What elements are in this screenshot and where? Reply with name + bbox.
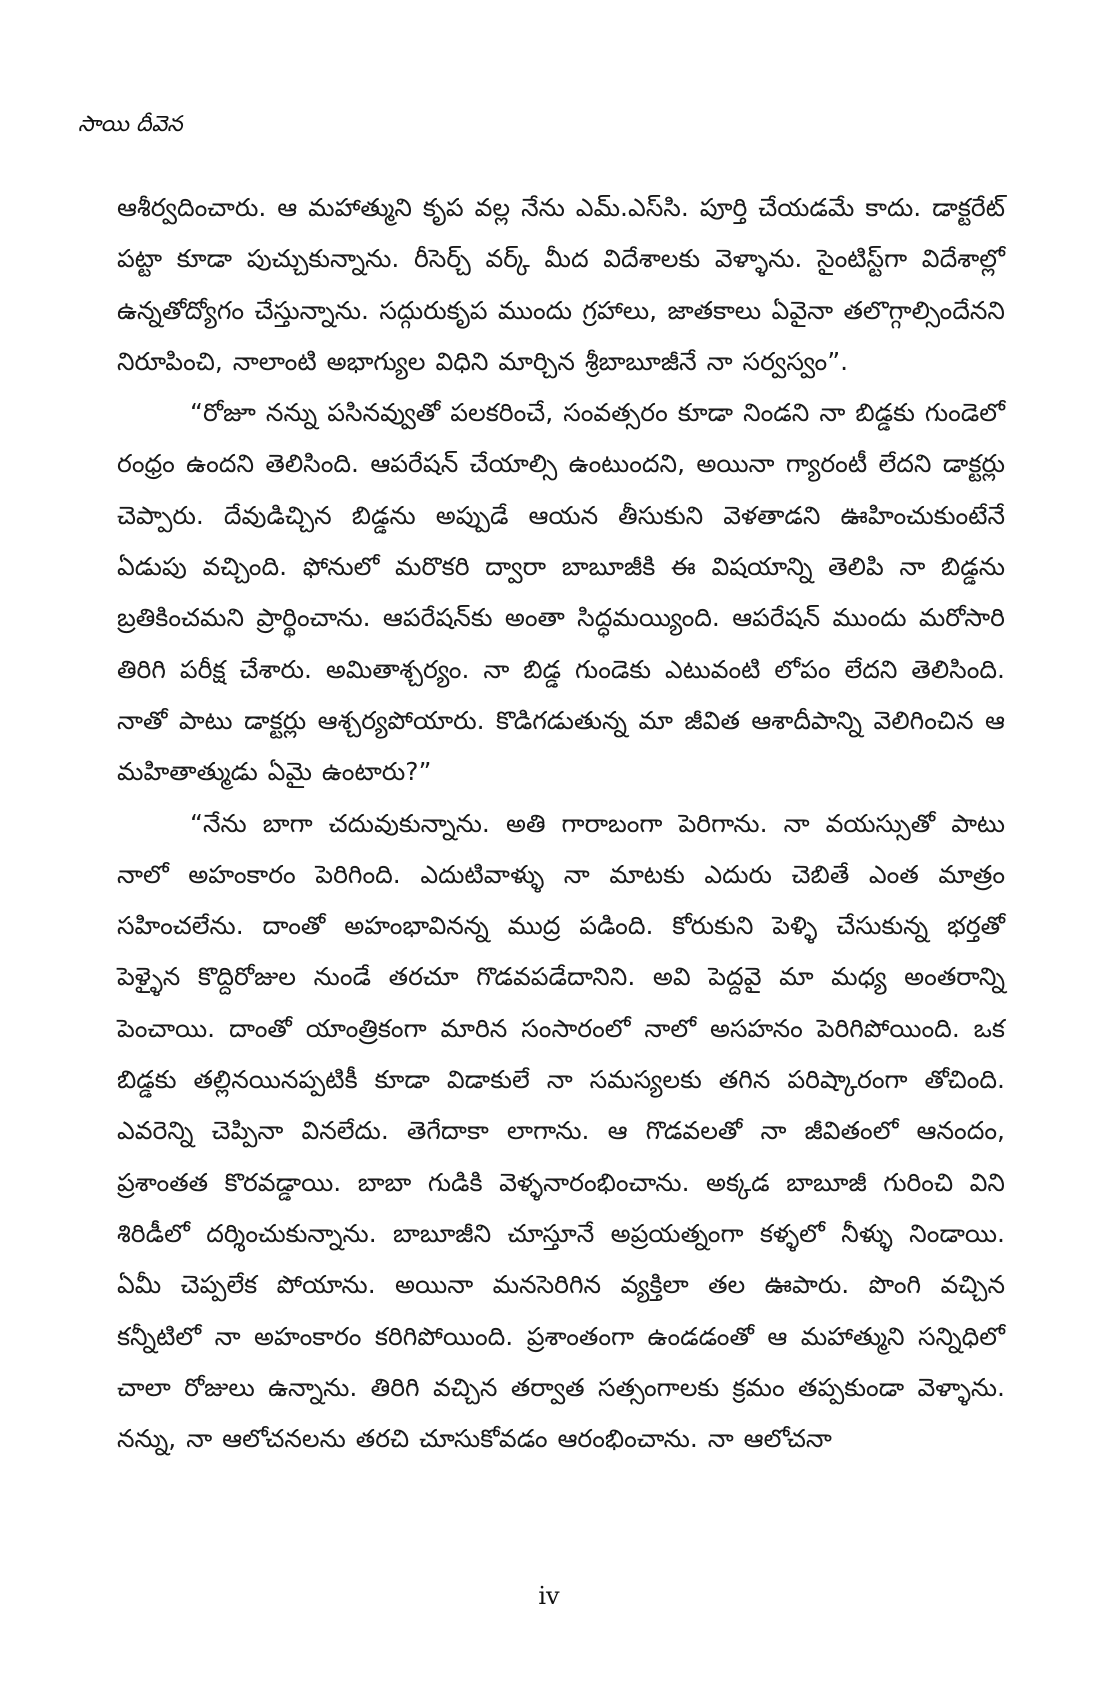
paragraph: ఆశీర్వదించారు. ఆ మహాత్ముని కృప వల్ల నేను ఎమ్.ఎస్‌సి. పూర్తి చేయడమే కాదు. డాక్టరేట్ పట్టా కూడా పుచ్చుకున్నాను. రీసెర్చ్ వర్క్ మీద విదేశాలకు వెళ్ళాను. సైంటిస్ట్‌గా విదేశాల్లో ఉన్నతోద్యోగం చేస్తున్నాను. సద్గురుకృప ముందు గ్రహాలు, జాతకాలు ఏవైనా తలొగ్గాల్సిందేనని నిరూపించి, నాలాంటి అభాగ్యుల విధిని మార్చిన శ్రీబాబూజీనే నా సర్వస్వం”. xyxy=(117,193,1005,376)
running-head: సాయి దీవెన xyxy=(78,112,183,137)
page-number: iv xyxy=(538,1582,560,1610)
paragraph: “నేను బాగా చదువుకున్నాను. అతి గారాబంగా పెరిగాను. నా వయస్సుతో పాటు నాలో అహంకారం పెరిగింది. ఎదుటివాళ్ళు నా మాటకు ఎదురు చెబితే ఎంత మాత్రం సహించలేను. దాంతో అహంభావినన్న ముద్ర పడింది. కోరుకుని పెళ్ళి చేసుకున్న భర్తతో పెళ్ళైన కొద్దిరోజుల నుండే తరచూ గొడవపడేదానిని. అవి పెద్దవై మా మధ్య అంతరాన్ని పెంచాయి. దాంతో యాంత్రికంగా మారిన సంసారంలో నాలో అసహనం పెరిగిపోయింది. ఒక బిడ్డకు తల్లినయినప్పటికీ కూడా విడాకులే నా సమస్యలకు తగిన పరిష్కారంగా తోచింది. ఎవరెన్ని చెప్పినా వినలేదు. తెగేదాకా లాగాను. ఆ గొడవలతో నా జీవితంలో ఆనందం, ప్రశాంతత కొరవడ్డాయి. బాబా గుడికి వెళ్ళనారంభించాను. అక్కడ బాబూజీ గురించి విని శిరిడీలో దర్శించుకున్నాను. బాబూజీని చూస్తూనే అప్రయత్నంగా కళ్ళలో నీళ్ళు నిండాయి. ఏమీ చెప్పలేక పోయాను. అయినా మనసెరిగిన వ్యక్తిలా తల ఊపారు. పొంగి వచ్చిన కన్నీటిలో నా అహంకారం కరిగిపోయింది. ప్రశాంతంగా ఉండడంతో ఆ మహాత్ముని సన్నిధిలో చాలా రోజులు ఉన్నాను. తిరిగి వచ్చిన తర్వాత సత్సంగాలకు క్రమం తప్పకుండా వెళ్ళాను. నన్ను, నా ఆలోచనలను తరచి చూసుకోవడం ఆరంభించాను. నా ఆలోచనా xyxy=(117,808,1005,1454)
paragraph: “రోజూ నన్ను పసినవ్వుతో పలకరించే, సంవత్సరం కూడా నిండని నా బిడ్డకు గుండెలో రంధ్రం ఉందని తెలిసింది. ఆపరేషన్ చేయాల్సి ఉంటుందని, అయినా గ్యారంటీ లేదని డాక్టర్లు చెప్పారు. దేవుడిచ్చిన బిడ్డను అప్పుడే ఆయన తీసుకుని వెళతాడని ఊహించుకుంటేనే ఏడుపు వచ్చింది. ఫోనులో మరొకరి ద్వారా బాబూజీకి ఈ విషయాన్ని తెలిపి నా బిడ్డను బ్రతికించమని ప్రార్థించాను. ఆపరేషన్‌కు అంతా సిద్ధమయ్యింది. ఆపరేషన్ ముందు మరోసారి తిరిగి పరీక్ష చేశారు. అమితాశ్చర్యం. నా బిడ్డ గుండెకు ఎటువంటి లోపం లేదని తెలిసింది. నాతో పాటు డాక్టర్లు ఆశ్చర్యపోయారు. కొడిగడుతున్న మా జీవిత ఆశాదీపాన్ని వెలిగించిన ఆ మహితాత్ముడు ఏమై ఉంటారు?” xyxy=(117,398,1005,787)
page-body xyxy=(117,182,1005,1464)
